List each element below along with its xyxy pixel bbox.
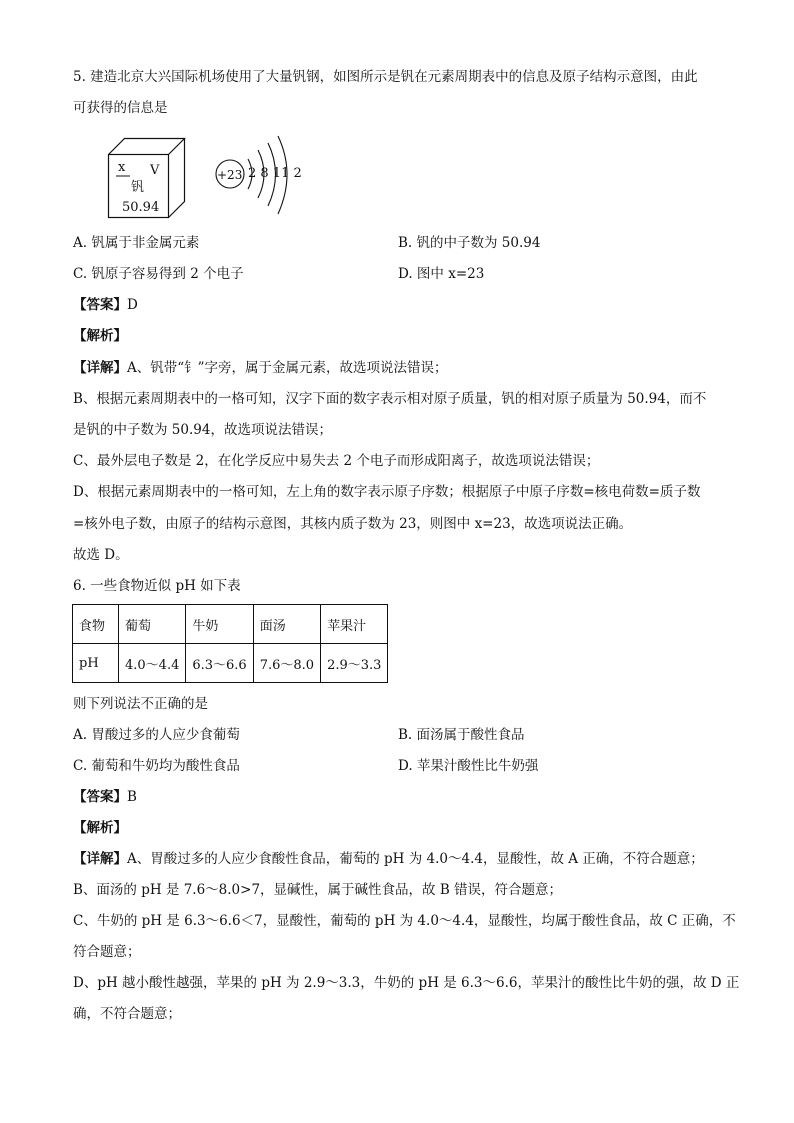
q5-conclusion: 故选 D。: [73, 547, 129, 563]
table-cell: 葡萄: [119, 605, 186, 644]
answer-tag: 【答案】: [73, 789, 127, 805]
table-cell: pH: [73, 644, 119, 683]
table-row: [73, 644, 388, 683]
q5-option-c: C. 钒原子容易得到 2 个电子: [73, 266, 244, 282]
q5-detail-line-2: B、根据元素周期表中的一格可知，汉字下面的数字表示相对原子质量，钒的相对原子质量为 50.94，而不: [73, 391, 707, 407]
table-cell: 2.9～3.3: [321, 644, 388, 683]
detail-text: A、钒带“钅”字旁，属于金属元素，故选项说法错误；: [127, 360, 448, 376]
q5-option-b: B. 钒的中子数为 50.94: [398, 235, 541, 251]
table-cell: 食物: [73, 605, 119, 644]
answer-tag: 【答案】: [73, 297, 127, 313]
q6-option-b: B. 面汤属于酸性食品: [398, 727, 525, 743]
q5-option-a: A. 钒属于非金属元素: [73, 235, 200, 251]
q5-detail-line-3: 是钒的中子数为 50.94，故选项说法错误；: [73, 422, 332, 438]
table-cell: 6.3～6.6: [186, 644, 253, 683]
q5-analysis-tag: 【解析】: [73, 328, 127, 344]
element-tile-figure: [100, 134, 192, 220]
q5-stem-line-2: 可获得的信息是: [73, 100, 168, 116]
q6-analysis-tag: 【解析】: [73, 820, 127, 836]
nucleus-charge: +23: [217, 168, 243, 182]
answer-value: D: [127, 297, 138, 313]
tile-atomic-number: x: [118, 160, 126, 175]
table-cell: 苹果汁: [321, 605, 388, 644]
q6-option-c: C. 葡萄和牛奶均为酸性食品: [73, 758, 240, 774]
table-row: [73, 605, 388, 644]
q6-answer-line: [73, 788, 137, 806]
detail-tag: 【详解】: [73, 851, 127, 867]
detail-tag: 【详解】: [73, 360, 127, 376]
q5-stem-line-1: 5. 建造北京大兴国际机场使用了大量钒钢，如图所示是钒在元素周期表中的信息及原子结构示意图，由此: [73, 69, 698, 85]
detail-text: A、胃酸过多的人应少食酸性食品，葡萄的 pH 为 4.0～4.4，显酸性，故 A 正确，不符合题意；: [127, 851, 704, 867]
table-cell: 牛奶: [186, 605, 253, 644]
q5-answer-line: [73, 296, 138, 314]
q5-detail-line-1: [73, 359, 448, 377]
atom-structure-figure: [212, 134, 312, 220]
q6-detail-line-2: B、面汤的 pH 是 7.6～8.0>7，显碱性，属于碱性食品，故 B 错误，符合题意；: [73, 882, 563, 898]
q5-option-d: D. 图中 x=23: [398, 266, 485, 282]
ph-table: [72, 604, 388, 683]
q6-question: 则下列说法不正确的是: [73, 696, 208, 712]
q6-detail-line-4: 符合题意；: [73, 944, 141, 960]
q6-stem: 6. 一些食物近似 pH 如下表: [73, 578, 241, 594]
q5-detail-line-5: D、根据元素周期表中的一格可知，左上角的数字表示原子序数；根据原子中原子序数=核电荷数=质子数: [73, 484, 701, 500]
q6-option-a: A. 胃酸过多的人应少食葡萄: [73, 727, 240, 743]
q5-detail-line-4: C、最外层电子数是 2，在化学反应中易失去 2 个电子而形成阳离子，故选项说法错误；: [73, 453, 600, 469]
tile-symbol: V: [150, 163, 160, 178]
table-cell: 面汤: [253, 605, 320, 644]
table-cell: 7.6～8.0: [253, 644, 320, 683]
q6-detail-line-3: C、牛奶的 pH 是 6.3～6.6＜7，显酸性，葡萄的 pH 为 4.0～4.4，显酸性，均属于酸性食品，故 C 正确，不: [73, 913, 736, 929]
answer-value: B: [127, 789, 137, 805]
q6-detail-line-1: [73, 850, 704, 868]
tile-atomic-mass: 50.94: [122, 200, 160, 215]
q6-detail-line-6: 确，不符合题意；: [73, 1006, 181, 1022]
q6-option-d: D. 苹果汁酸性比牛奶强: [398, 758, 539, 774]
q6-detail-line-5: D、pH 越小酸性越强，苹果的 pH 为 2.9～3.3，牛奶的 pH 是 6.3～6.6，苹果汁的酸性比牛奶的强，故 D 正: [73, 975, 740, 991]
q5-detail-line-6: =核外电子数，由原子的结构示意图，其核内质子数为 23，则图中 x=23，故选项说法正确。: [73, 516, 633, 532]
electron-shells: 2 8 11 2: [248, 166, 302, 181]
tile-element-name: 钒: [131, 180, 145, 195]
table-cell: 4.0～4.4: [119, 644, 186, 683]
